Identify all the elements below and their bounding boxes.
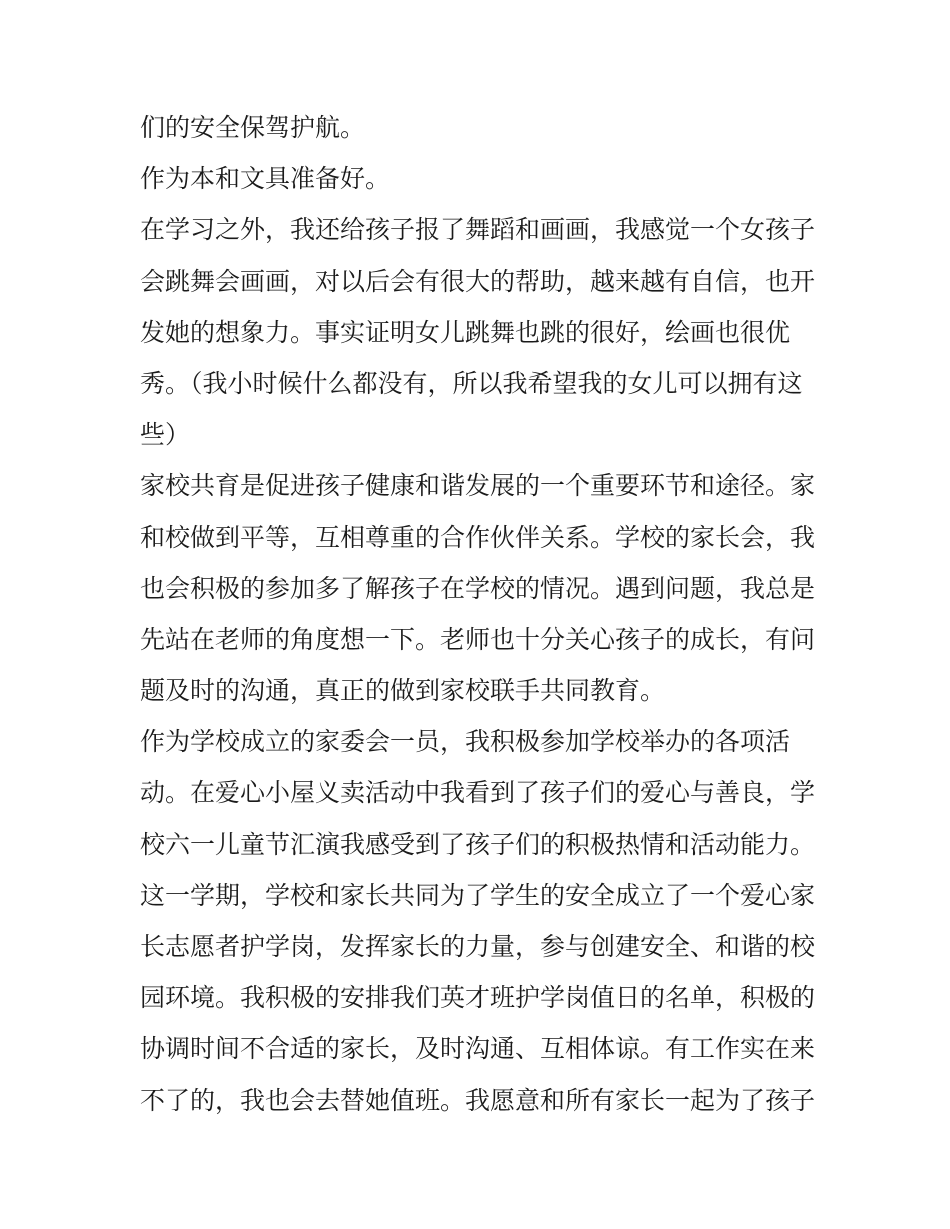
text-line: 长志愿者护学岗，发挥家长的力量，参与创建安全、和谐的校 xyxy=(140,932,816,961)
text-line: 会跳舞会画画，对以后会有很大的帮助，越来越有自信，也开 xyxy=(140,266,816,296)
text-line: 也会积极的参加多了解孩子在学校的情况。遇到问题，我总是 xyxy=(140,573,816,603)
text-line: 发她的想象力。事实证明女儿跳舞也跳的很好，绘画也很优 xyxy=(140,317,791,347)
text-line: 作为学校成立的家委会一员，我积极参加学校举办的各项活 xyxy=(140,727,791,757)
text-line: 不了的，我也会去替她值班。我愿意和所有家长一起为了孩子 xyxy=(140,1085,816,1115)
text-line: 园环境。我积极的安排我们英才班护学岗值日的名单，积极的 xyxy=(140,983,816,1013)
text-line: 协调时间不合适的家长，及时沟通、互相体谅。有工作实在来 xyxy=(140,1034,816,1064)
text-line: 们的安全保驾护航。 xyxy=(140,113,366,142)
text-line: 家校共育是促进孩子健康和谐发展的一个重要环节和途径。家 xyxy=(140,471,816,501)
text-line: 先站在老师的角度想一下。老师也十分关心孩子的成长，有问 xyxy=(140,624,816,654)
text-line: 些） xyxy=(140,420,191,450)
text-line: 题及时的沟通，真正的做到家校联手共同教育。 xyxy=(140,676,666,706)
body-text xyxy=(140,102,816,1126)
text-line: 动。在爱心小屋义卖活动中我看到了孩子们的爱心与善良，学 xyxy=(140,778,816,808)
text-line: 校六一儿童节汇演我感受到了孩子们的积极热情和活动能力。 xyxy=(140,829,816,859)
text-line: 和校做到平等，互相尊重的合作伙伴关系。学校的家长会，我 xyxy=(140,522,816,552)
text-line: 作为本和文具准备好。 xyxy=(140,164,391,194)
text-line: 在学习之外，我还给孩子报了舞蹈和画画，我感觉一个女孩子 xyxy=(140,215,816,245)
text-line: 这一学期，学校和家长共同为了学生的安全成立了一个爱心家 xyxy=(140,880,816,910)
text-line: 秀。（我小时候什么都没有，所以我希望我的女儿可以拥有这 xyxy=(140,368,803,398)
